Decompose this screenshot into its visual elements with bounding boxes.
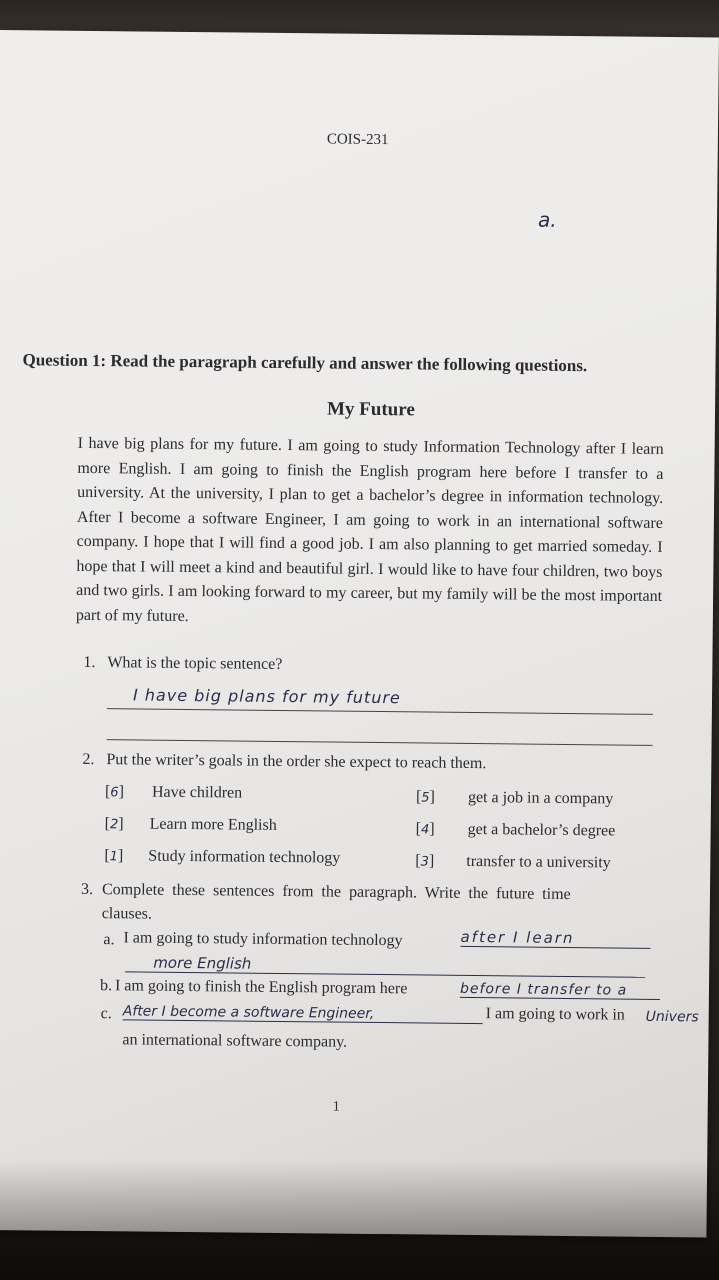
goal-bracket: [5] bbox=[415, 788, 436, 806]
item3a-text: I am going to study information technology bbox=[123, 929, 403, 950]
item3c-handwritten-tail: Univers bbox=[645, 1008, 699, 1026]
goal-label: Study information technology bbox=[148, 847, 341, 867]
reading-paragraph: I have big plans for my future. I am going to study Information Technology after I learn more English. I am going to finish the English program here before I transfer to a university. At the university, I plan to get a bachelor’s degree in information technology. After I become a software Engineer, I am going to work in an international software company. I hope that I will find a good job. I am also planning to get married someday. I hope that I will meet a kind and beautiful girl. I would like to have four children, two boys and two girls. I am looking forward to my career, but my family will be the most important part of my future. bbox=[75, 434, 664, 625]
goal-bracket: [2] bbox=[104, 815, 124, 833]
goal-label: get a bachelor’s degree bbox=[467, 820, 616, 840]
goal-order: 5 bbox=[421, 790, 430, 806]
goal-bracket: [6] bbox=[104, 783, 125, 801]
item3c-label: c. bbox=[100, 1005, 112, 1023]
item3b-text: I am going to finish the English program here bbox=[114, 977, 408, 998]
item3a-handwritten-answer-2: more English bbox=[125, 953, 645, 977]
item3-prompt-line1: Complete these sentences from the paragraph. Write the future time bbox=[101, 881, 571, 904]
item3c-text: I am going to work in bbox=[485, 1005, 625, 1024]
item1-prompt: What is the topic sentence? bbox=[107, 654, 283, 673]
goal-order: 2 bbox=[109, 817, 119, 833]
item1-answer-line-1 bbox=[107, 708, 653, 715]
goal-bracket: [3] bbox=[415, 852, 435, 870]
item1-answer-line-2 bbox=[107, 739, 653, 746]
course-code: COIS-231 bbox=[326, 131, 389, 149]
goal-label: get a job in a company bbox=[467, 788, 614, 808]
exam-paper bbox=[0, 30, 719, 1237]
goal-bracket: [1] bbox=[104, 847, 124, 865]
item3b-handwritten-answer: before I transfer to a bbox=[460, 981, 660, 1000]
item3c-continuation: an international software company. bbox=[122, 1031, 348, 1051]
goal-order: 6 bbox=[110, 785, 119, 801]
item3a-handwritten-answer-1: after I learn bbox=[460, 928, 650, 949]
item3b-label: b. bbox=[99, 977, 113, 995]
question-title: Question 1: Read the paragraph carefully and answer the following questions. bbox=[22, 350, 588, 376]
goal-label: Learn more English bbox=[149, 815, 277, 834]
goal-order: 4 bbox=[420, 822, 430, 838]
item1-handwritten-answer: I have big plans for my future bbox=[132, 685, 401, 708]
goal-label: Have children bbox=[151, 783, 243, 802]
goal-order: 3 bbox=[420, 854, 429, 870]
item2-prompt: Put the writer’s goals in the order she expect to reach them. bbox=[106, 751, 487, 773]
goal-bracket: [4] bbox=[415, 820, 435, 838]
item2-number: 2. bbox=[82, 750, 95, 769]
handwritten-q-mark: a. bbox=[537, 207, 557, 232]
item3a-label: a. bbox=[103, 931, 115, 949]
page-number: 1 bbox=[332, 1099, 340, 1115]
essay-title: My Future bbox=[326, 398, 415, 421]
item3c-handwritten-answer: After I become a software Engineer, bbox=[123, 1003, 483, 1024]
item3-number: 3. bbox=[80, 880, 94, 899]
goal-order: 1 bbox=[109, 849, 119, 865]
goal-label: transfer to a university bbox=[466, 852, 611, 872]
item3-prompt-line2: clauses. bbox=[101, 905, 153, 923]
item1-number: 1. bbox=[83, 653, 96, 672]
